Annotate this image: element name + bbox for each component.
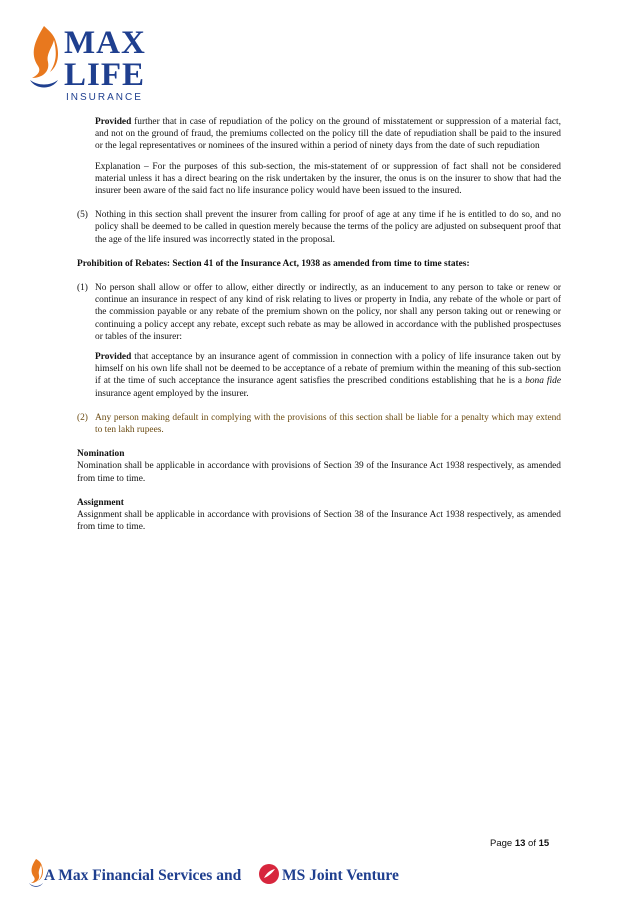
list-item-text: Nothing in this section shall prevent the insurer from calling for proof of age at any time if he is entitled to do so, and no policy shall be deemed to be called in question merely because the terms of the policy are adjusted on subsequent proof that the age of the life insured was incorrectly stated in the proposal. [95,210,561,245]
logo-text-insurance: INSURANCE [66,92,143,103]
list-number: (2) [77,412,88,423]
nomination-text: Nomination shall be applicable in accordance with provisions of Section 39 of the Insurance Act 1938 respectively, as amended from time to time. [77,461,561,484]
list-item-5 [77,209,561,246]
list-item-text: No person shall allow or offer to allow, either directly or indirectly, as an inducement to any person to take or renew or continue an insurance in respect of any kind of risk relating to lives or property in India, any rebate of the whole or part of the commission payable or any rebate of the premium shown on the policy, nor shall any person taking out or renewing or continuing a policy accept any rebate, except such rebate as may be allowed in accordance with the published prospectuses or tables of the insurer: [95,283,561,342]
page-number: Page 13 of 15 [490,838,550,849]
rebate-proviso-bold: Provided [95,352,132,363]
bona-fide-italic: bona fide [525,376,561,387]
footer-banner [28,858,399,888]
explanation-paragraph: Explanation – For the purposes of this sub-section, the mis-statement of or suppression of fact shall not be considered material unless it has a direct bearing on the risk undertaken by the insurer, the onus is on the insurer to show that had the insurer been aware of the said fact no life insurance policy would have been issued to the insured. [95,161,561,197]
small-flame-icon [28,858,44,888]
list-number: (5) [77,210,88,221]
current-page: 13 [514,838,526,849]
list-item-text: Any person making default in complying with the provisions of this section shall be liable for a penalty which may extend to ten lakh rupees. [95,412,561,436]
rebate-item-2 [77,412,561,436]
ms-logo-icon [258,863,280,885]
proviso-text: further that in case of repudiation of the policy on the ground of misstatement or suppression of a material fact, and not on the ground of fraud, the premiums collected on the policy till the date of repudiation shall be paid to the insured or the legal representatives or nominees of the insured within a period of ninety days from the date of such repudiation [95,117,561,152]
logo-text-life: LIFE [64,57,146,93]
list-number: (1) [77,283,88,294]
proviso-bold: Provided [95,117,132,127]
assignment-text: Assignment shall be applicable in accordance with provisions of Section 38 of the Insurance Act 1938 respectively, as amended from time to time. [77,510,561,533]
total-pages: 15 [538,838,550,849]
nomination-heading: Nomination [77,449,125,460]
footer-text-max: A Max Financial Services and [44,867,242,884]
rebate-item-1 [77,282,561,343]
assignment-heading: Assignment [77,497,124,508]
rebates-heading: Prohibition of Rebates: Section 41 of the Insurance Act, 1938 as amended from time to time states: [77,258,470,269]
rebate-proviso-paragraph: Provided that acceptance by an insurance agent of commission in connection with a policy of life insurance taken out by himself on his own life shall not be deemed to be acceptance of a rebate of premium within the meaning of this sub-section if at the time of such acceptance the insurance agent satisfies the prescribed conditions establishing that he is a bona fide insurance agent employed by the insurer. [95,352,561,399]
proviso-paragraph [77,116,561,153]
footer-text-ms: MS Joint Venture [282,867,399,884]
document-body [77,116,561,533]
logo-text-max: MAX [64,25,146,61]
flame-icon [26,24,62,94]
max-life-logo [26,20,166,106]
